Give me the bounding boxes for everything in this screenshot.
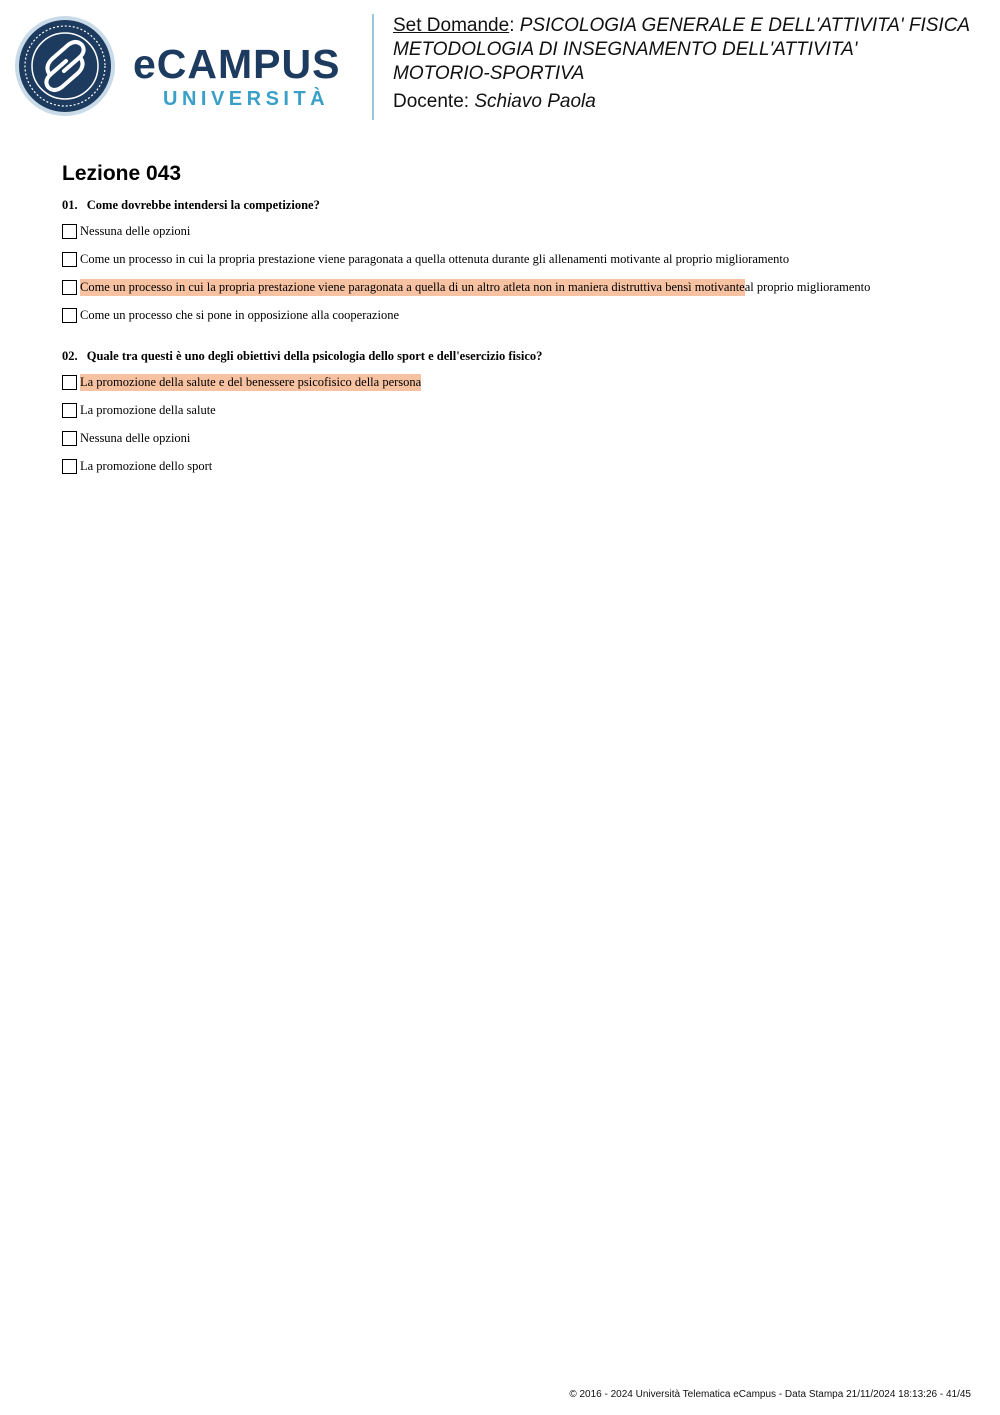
- question-number: 01.: [62, 198, 78, 212]
- answer-option[interactable]: [62, 249, 789, 269]
- option-label: Nessuna delle opzioni: [80, 223, 191, 238]
- ecampus-seal-logo: [14, 15, 116, 117]
- answer-option[interactable]: [62, 400, 216, 420]
- answer-option-correct[interactable]: [62, 372, 421, 392]
- page-header: [0, 0, 1000, 130]
- set-title-line-3: [393, 62, 993, 86]
- set-title-part-1: PSICOLOGIA GENERALE E DELL'ATTIVITA' FISICA: [519, 15, 971, 36]
- checkbox[interactable]: [62, 308, 77, 323]
- set-title-line-1: Set Domande: PSICOLOGIA GENERALE E DELL'ATTIVITA' FISICA: [393, 15, 971, 36]
- option-label: Come un processo che si pone in opposizione alla cooperazione: [80, 307, 400, 322]
- checkbox[interactable]: [62, 375, 77, 390]
- answer-option[interactable]: [62, 428, 190, 448]
- set-label: Set Domande: [393, 15, 510, 36]
- docente-line: [393, 90, 993, 114]
- checkbox[interactable]: [62, 252, 77, 267]
- option-label: Nessuna delle opzioni: [80, 430, 191, 445]
- option-label: Come un processo in cui la propria prestazione viene paragonata a quella ottenuta durante gli allenamenti motivante al proprio miglioramento: [80, 251, 790, 266]
- question-number: 02.: [62, 349, 78, 363]
- question-01: [62, 197, 962, 327]
- question-text: [62, 197, 962, 213]
- checkbox[interactable]: [62, 459, 77, 474]
- question-label: Come dovrebbe intendersi la competizione?: [86, 198, 320, 212]
- answer-option-correct[interactable]: [62, 277, 870, 297]
- question-label: Quale tra questi è uno degli obiettivi della psicologia dello sport e dell'esercizio fisico?: [86, 349, 543, 363]
- option-label: La promozione dello sport: [80, 458, 213, 473]
- ecampus-wordmark: [133, 41, 358, 114]
- question-02: [62, 348, 962, 478]
- checkbox[interactable]: [62, 431, 77, 446]
- answer-option[interactable]: [62, 305, 399, 325]
- option-label-rest: al proprio miglioramento: [744, 279, 871, 294]
- checkbox[interactable]: [62, 403, 77, 418]
- set-title-line-2: [393, 38, 993, 62]
- set-title-part-2: METODOLOGIA DI INSEGNAMENTO DELL'ATTIVITA': [393, 39, 858, 60]
- header-info: [393, 14, 993, 114]
- brand-name: eCAMPUS: [133, 41, 341, 87]
- header-divider: [372, 14, 374, 120]
- checkbox[interactable]: [62, 224, 77, 239]
- checkbox[interactable]: [62, 280, 77, 295]
- brand-subtitle: UNIVERSITÀ: [163, 88, 330, 110]
- page-footer: © 2016 - 2024 Università Telematica eCampus - Data Stampa 21/11/2024 18:13:26 - 41/45: [569, 1389, 971, 1400]
- docente-name: Schiavo Paola: [474, 91, 596, 112]
- set-title-part-3: MOTORIO-SPORTIVA: [393, 63, 585, 84]
- option-label: La promozione della salute: [80, 402, 216, 417]
- answer-option[interactable]: [62, 456, 212, 476]
- docente-label: Docente:: [393, 91, 470, 112]
- answer-option[interactable]: [62, 221, 190, 241]
- highlighted-answer: Come un processo in cui la propria prestazione viene paragonata a quella di un altro atleta non in maniera distruttiva bensì motivante: [80, 279, 745, 294]
- highlighted-answer: La promozione della salute e del benessere psicofisico della persona: [80, 374, 422, 389]
- lesson-title: Lezione 043: [62, 162, 182, 185]
- question-text: [62, 348, 962, 364]
